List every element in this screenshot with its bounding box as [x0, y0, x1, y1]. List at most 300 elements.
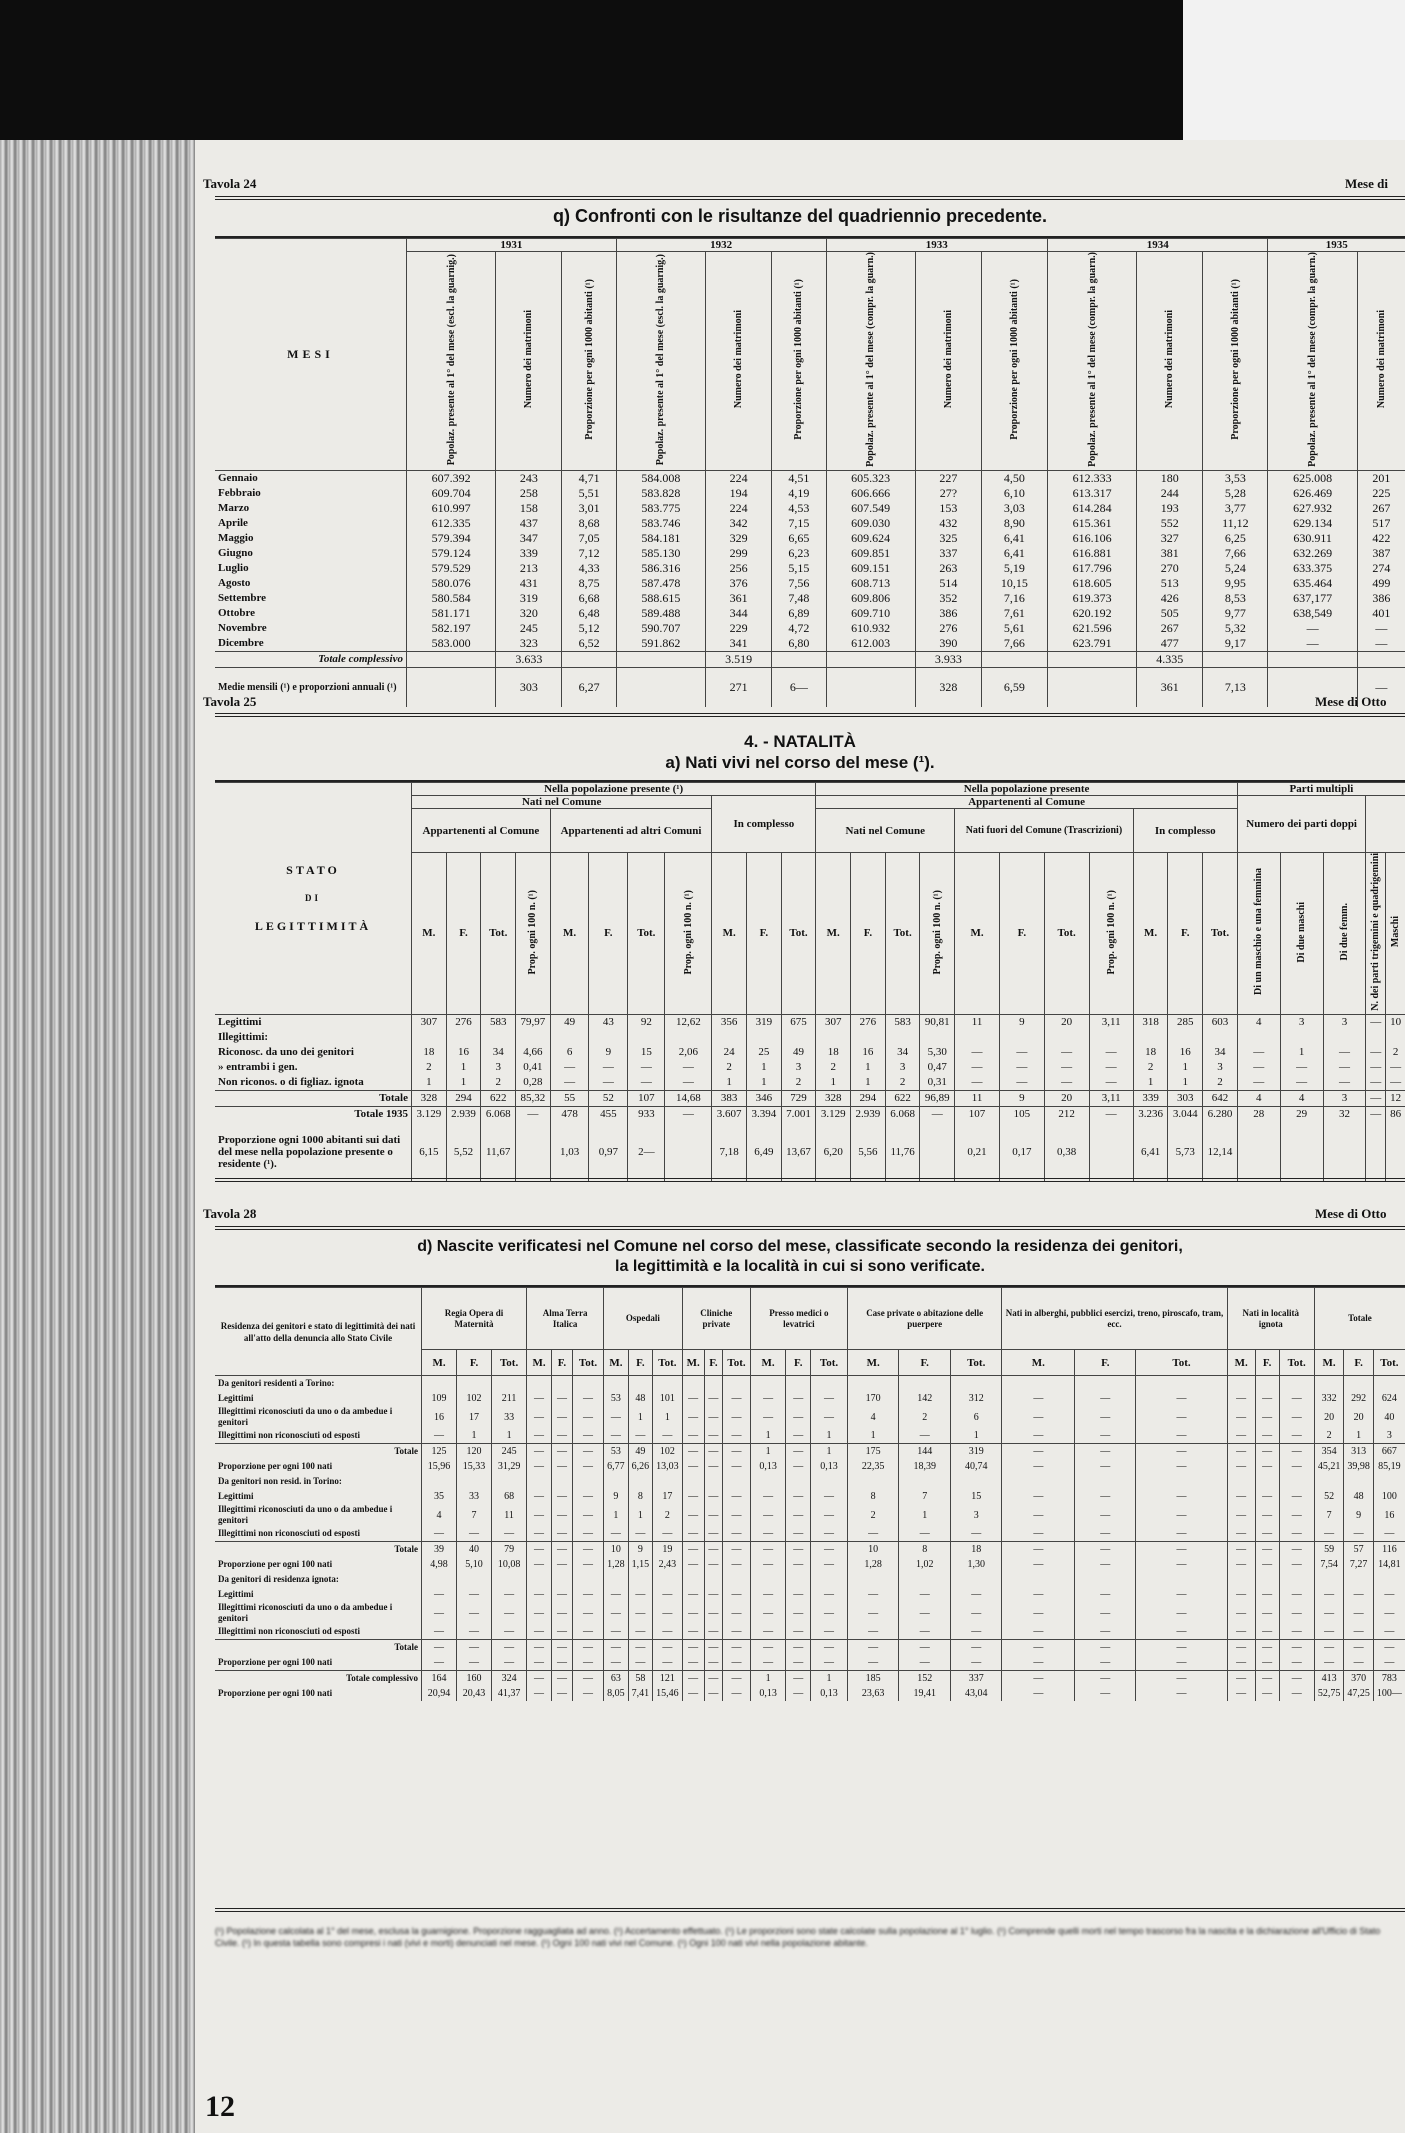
- cell-value: —: [572, 1504, 603, 1526]
- table-row: [215, 470, 1405, 486]
- cell-value: 101: [653, 1391, 683, 1406]
- sub-header-label: Tot.: [489, 927, 508, 940]
- cell-value: 13,03: [653, 1459, 683, 1474]
- cell-value: 609.151: [826, 561, 915, 576]
- cell-value: —: [682, 1655, 704, 1671]
- cell-value: 142: [899, 1391, 951, 1406]
- cell-value: 607.549: [826, 501, 915, 516]
- cell-value: 352: [915, 591, 981, 606]
- cell-value: 40: [457, 1542, 492, 1558]
- location-header: Nati in alberghi, pubblici esercizi, treno, piroscafo, tram, ecc.: [1002, 1288, 1227, 1350]
- sub-header-label: M.: [970, 927, 984, 940]
- cell-value: —: [1344, 1624, 1374, 1640]
- births-location-table: [215, 1287, 1405, 1701]
- cell-value: —: [786, 1526, 811, 1542]
- cell-value: —: [1227, 1391, 1255, 1406]
- cell-value: —: [750, 1640, 786, 1656]
- cell-value: —: [1002, 1428, 1075, 1444]
- cell-value: —: [682, 1624, 704, 1640]
- cell-value: —: [527, 1459, 552, 1474]
- cell-value: —: [1373, 1526, 1405, 1542]
- cell-value: —: [1255, 1391, 1279, 1406]
- cell-value: [1255, 1572, 1279, 1587]
- cell-value: 3.394: [747, 1106, 782, 1122]
- cell-value: —: [786, 1406, 811, 1428]
- table-row: [215, 1624, 1405, 1640]
- cell-value: 422: [1357, 531, 1405, 546]
- cell-value: —: [1255, 1686, 1279, 1701]
- cell-value: 33: [457, 1489, 492, 1504]
- cell-value: 105: [999, 1106, 1044, 1122]
- cell-value: —: [527, 1526, 552, 1542]
- cell-value: [1323, 1122, 1366, 1182]
- cell-value: [492, 1376, 527, 1392]
- cell-value: 19,41: [899, 1686, 951, 1701]
- cell-value: 9,17: [1203, 636, 1268, 652]
- cell-value: 6,68: [562, 591, 616, 606]
- cell-value: 107: [955, 1106, 1000, 1122]
- cell-value: —: [1279, 1391, 1314, 1406]
- sub-header: M.: [527, 1350, 552, 1376]
- cell-value: —: [786, 1671, 811, 1687]
- cell-value: [1279, 1474, 1314, 1489]
- cell-value: 3.633: [496, 651, 562, 667]
- cell-value: —: [572, 1406, 603, 1428]
- cell-value: 609.030: [826, 516, 915, 531]
- cell-value: —: [811, 1587, 848, 1602]
- cell-value: 426: [1137, 591, 1203, 606]
- cell-value: 609.710: [826, 606, 915, 621]
- cell-value: 224: [706, 501, 772, 516]
- cell-value: —: [899, 1655, 951, 1671]
- sub-header: M.: [604, 1350, 629, 1376]
- row-label: Totale 1935: [215, 1106, 412, 1122]
- cell-value: 1: [628, 1406, 653, 1428]
- cell-value: 8: [628, 1489, 653, 1504]
- cell-value: —: [704, 1526, 723, 1542]
- row-label: Proporzione per ogni 100 nati: [218, 1461, 333, 1471]
- sub-header-label: M.: [1144, 927, 1158, 940]
- cell-value: —: [628, 1587, 653, 1602]
- cell-value: —: [811, 1557, 848, 1572]
- cell-value: —: [572, 1489, 603, 1504]
- cell-value: [628, 1474, 653, 1489]
- cell-value: [847, 1376, 899, 1392]
- cell-value: —: [1136, 1406, 1227, 1428]
- cell-value: —: [682, 1602, 704, 1624]
- sub-header: Tot.: [1373, 1350, 1405, 1376]
- cell-value: 5,24: [1203, 561, 1268, 576]
- cell-value: [1255, 1376, 1279, 1392]
- appartenenti-header: Appartenenti al Comune: [816, 796, 1237, 809]
- sub-header: Tot.: [1279, 1350, 1314, 1376]
- cell-value: —: [551, 1542, 572, 1558]
- cell-value: 267: [1357, 501, 1405, 516]
- cell-value: [1366, 1030, 1386, 1045]
- cell-value: —: [1357, 621, 1405, 636]
- cell-value: 96,89: [920, 1090, 955, 1106]
- cell-value: —: [723, 1526, 751, 1542]
- cell-value: 33: [492, 1406, 527, 1428]
- cell-value: 52,75: [1314, 1686, 1344, 1701]
- cell-value: —: [1279, 1406, 1314, 1428]
- cell-value: [1344, 1376, 1374, 1392]
- cell-value: 7,41: [628, 1686, 653, 1701]
- cell-value: 79,97: [516, 1014, 551, 1030]
- cell-value: [899, 1376, 951, 1392]
- cell-value: 3: [1203, 1060, 1238, 1075]
- cell-value: —: [1357, 667, 1405, 707]
- cell-value: 92: [628, 1014, 665, 1030]
- cell-value: 638,549: [1268, 606, 1357, 621]
- cell-value: —: [1323, 1045, 1366, 1060]
- cell-value: [1089, 1122, 1133, 1182]
- cell-value: —: [1366, 1014, 1386, 1030]
- cell-value: —: [1136, 1686, 1227, 1701]
- cell-value: [604, 1572, 629, 1587]
- cell-value: —: [653, 1640, 683, 1656]
- location-header: Ospedali: [604, 1288, 683, 1350]
- cell-value: —: [750, 1602, 786, 1624]
- cell-value: —: [1366, 1075, 1386, 1091]
- cell-value: —: [628, 1640, 653, 1656]
- cell-value: 24: [712, 1045, 747, 1060]
- cell-value: —: [422, 1428, 457, 1444]
- cell-value: —: [1136, 1640, 1227, 1656]
- cell-value: 20: [1314, 1406, 1344, 1428]
- cell-value: 401: [1357, 606, 1405, 621]
- cell-value: —: [847, 1624, 899, 1640]
- cell-value: —: [492, 1655, 527, 1671]
- cell-value: —: [786, 1602, 811, 1624]
- cell-value: [1357, 651, 1405, 667]
- cell-value: [407, 651, 496, 667]
- cell-value: 4: [1237, 1090, 1280, 1106]
- cell-value: —: [527, 1557, 552, 1572]
- col-numero: Numero dei matrimoni: [523, 310, 535, 409]
- cell-value: —: [786, 1542, 811, 1558]
- sub-header: [665, 853, 712, 1015]
- cell-value: —: [704, 1655, 723, 1671]
- cell-value: [682, 1376, 704, 1392]
- cell-value: 8,75: [562, 576, 616, 591]
- cell-value: —: [750, 1504, 786, 1526]
- cell-value: [999, 1030, 1044, 1045]
- cell-value: 616.881: [1047, 546, 1136, 561]
- cell-value: 271: [706, 667, 772, 707]
- col-proporzione: Proporzione per ogni 1000 abitanti (¹): [583, 279, 595, 440]
- cell-value: 1: [492, 1428, 527, 1444]
- sub-header: [1386, 853, 1405, 1015]
- cell-value: —: [551, 1602, 572, 1624]
- table-row: [215, 636, 1405, 652]
- cell-value: 193: [1137, 501, 1203, 516]
- cell-value: —: [1314, 1640, 1344, 1656]
- cell-value: 5,32: [1203, 621, 1268, 636]
- cell-value: 225: [1357, 486, 1405, 501]
- cell-value: 256: [706, 561, 772, 576]
- in-complesso-header: In complesso: [712, 796, 816, 853]
- footnote: (¹) Ogni 100 nati vivi nel Comune.: [541, 1938, 676, 1948]
- cell-value: —: [1373, 1602, 1405, 1624]
- cell-value: 53: [604, 1391, 629, 1406]
- cell-value: [847, 1572, 899, 1587]
- cell-value: 57: [1344, 1542, 1374, 1558]
- cell-value: —: [1002, 1504, 1075, 1526]
- cell-value: 3: [950, 1504, 1002, 1526]
- cell-value: 1: [750, 1444, 786, 1460]
- table-row: [215, 1075, 1405, 1091]
- sub-header: [851, 853, 886, 1015]
- cell-value: [1237, 1122, 1280, 1182]
- cell-value: —: [492, 1526, 527, 1542]
- cell-value: —: [1255, 1489, 1279, 1504]
- cell-value: 6,20: [816, 1122, 851, 1182]
- cell-value: 10,15: [981, 576, 1047, 591]
- month-label: Ottobre: [218, 607, 256, 620]
- table-row: [215, 591, 1405, 606]
- cell-value: 17: [457, 1406, 492, 1428]
- cell-value: 583: [885, 1014, 920, 1030]
- cell-value: 1: [1344, 1428, 1374, 1444]
- sub-header: Tot.: [723, 1350, 751, 1376]
- cell-value: 211: [492, 1391, 527, 1406]
- cell-value: 6,52: [562, 636, 616, 652]
- cell-value: 1: [446, 1060, 481, 1075]
- sub-header: [412, 853, 447, 1015]
- cell-value: 1: [412, 1075, 447, 1091]
- cell-value: 303: [496, 667, 562, 707]
- cell-value: 413: [1314, 1671, 1344, 1687]
- cell-value: —: [572, 1686, 603, 1701]
- cell-value: —: [847, 1587, 899, 1602]
- cell-value: —: [604, 1428, 629, 1444]
- cell-value: 11,12: [1203, 516, 1268, 531]
- cell-value: —: [682, 1526, 704, 1542]
- col-proporzione: Proporzione per ogni 1000 abitanti (¹): [793, 279, 805, 440]
- cell-value: —: [704, 1542, 723, 1558]
- cell-value: 590.707: [616, 621, 705, 636]
- cell-value: 642: [1203, 1090, 1238, 1106]
- sub-header: [1237, 853, 1280, 1015]
- cell-value: 2: [816, 1060, 851, 1075]
- cell-value: 2: [412, 1060, 447, 1075]
- cell-value: —: [516, 1106, 551, 1122]
- cell-value: 586.316: [616, 561, 705, 576]
- cell-value: —: [572, 1602, 603, 1624]
- cell-value: 635.464: [1268, 576, 1357, 591]
- cell-value: [516, 1030, 551, 1045]
- cell-value: 58: [628, 1671, 653, 1687]
- cell-value: 14,81: [1373, 1557, 1405, 1572]
- sub-header-label: Prop. ogni 100 n. (¹): [931, 889, 943, 975]
- cell-value: [551, 1474, 572, 1489]
- cell-value: —: [665, 1075, 712, 1091]
- cell-value: 243: [496, 470, 562, 486]
- cell-value: 622: [885, 1090, 920, 1106]
- cell-value: [1075, 1474, 1136, 1489]
- cell-value: 39,98: [1344, 1459, 1374, 1474]
- cell-value: [723, 1572, 751, 1587]
- cell-value: 581.171: [407, 606, 496, 621]
- cell-value: —: [723, 1406, 751, 1428]
- sub-header-label: Prop. ogni 100 n. (¹): [527, 889, 539, 975]
- cell-value: 7,13: [1203, 667, 1268, 707]
- col-numero: Numero dei matrimoni: [1375, 310, 1387, 409]
- cell-value: [407, 667, 496, 707]
- cell-value: —: [1136, 1428, 1227, 1444]
- cell-value: 20,94: [422, 1686, 457, 1701]
- cell-value: —: [492, 1624, 527, 1640]
- cell-value: —: [527, 1624, 552, 1640]
- sub-header: Tot.: [1136, 1350, 1227, 1376]
- cell-value: 11: [955, 1014, 1000, 1030]
- cell-value: 7,61: [981, 606, 1047, 621]
- cell-value: [457, 1376, 492, 1392]
- cell-value: 499: [1357, 576, 1405, 591]
- cell-value: 6,41: [981, 531, 1047, 546]
- cell-value: 180: [1137, 470, 1203, 486]
- stato-header: [215, 783, 412, 1015]
- cell-value: 0,13: [750, 1459, 786, 1474]
- cell-value: [955, 1030, 1000, 1045]
- cell-value: —: [847, 1640, 899, 1656]
- cell-value: —: [1075, 1406, 1136, 1428]
- cell-value: 320: [496, 606, 562, 621]
- sub-header-label: F.: [759, 927, 769, 940]
- cell-value: —: [572, 1542, 603, 1558]
- cell-value: [1279, 1572, 1314, 1587]
- cell-value: 40: [1373, 1406, 1405, 1428]
- cell-value: [492, 1474, 527, 1489]
- cell-value: —: [572, 1624, 603, 1640]
- cell-value: [1089, 1030, 1133, 1045]
- cell-value: 6,77: [604, 1459, 629, 1474]
- cell-value: [1002, 1474, 1075, 1489]
- cell-value: 20: [1044, 1014, 1089, 1030]
- sub-header: Tot.: [950, 1350, 1002, 1376]
- cell-value: 667: [1373, 1444, 1405, 1460]
- cell-value: —: [604, 1602, 629, 1624]
- cell-value: —: [1136, 1655, 1227, 1671]
- cell-value: [1227, 1376, 1255, 1392]
- cell-value: —: [1089, 1045, 1133, 1060]
- cell-value: 45,21: [1314, 1459, 1344, 1474]
- cell-value: 675: [781, 1014, 816, 1030]
- cell-value: —: [999, 1075, 1044, 1091]
- cell-value: 390: [915, 636, 981, 652]
- cell-value: 3.933: [915, 651, 981, 667]
- year-header: 1932: [616, 239, 826, 252]
- cell-value: —: [422, 1526, 457, 1542]
- cell-value: [616, 667, 705, 707]
- cell-value: —: [1075, 1655, 1136, 1671]
- sub-header: [747, 853, 782, 1015]
- table-row: [215, 1428, 1405, 1444]
- cell-value: 337: [950, 1671, 1002, 1687]
- cell-value: —: [1366, 1106, 1386, 1122]
- cell-value: [1203, 651, 1268, 667]
- cell-value: —: [1002, 1602, 1075, 1624]
- row-label: Totale: [215, 1090, 412, 1106]
- table-row: [215, 1557, 1405, 1572]
- cell-value: 7,66: [981, 636, 1047, 652]
- cell-value: 356: [712, 1014, 747, 1030]
- row-label: Proporzione per ogni 100 nati: [218, 1559, 333, 1569]
- cell-value: —: [811, 1391, 848, 1406]
- cell-value: 580.076: [407, 576, 496, 591]
- cell-value: 0,41: [516, 1060, 551, 1075]
- table-row: [215, 1406, 1405, 1428]
- cell-value: [527, 1572, 552, 1587]
- cell-value: —: [704, 1587, 723, 1602]
- cell-value: —: [955, 1045, 1000, 1060]
- cell-value: 387: [1357, 546, 1405, 561]
- cell-value: 7: [1314, 1504, 1344, 1526]
- cell-value: [1314, 1376, 1344, 1392]
- table-label-24: Tavola 24: [203, 176, 257, 191]
- cell-value: 10: [1386, 1014, 1405, 1030]
- cell-value: 121: [653, 1671, 683, 1687]
- cell-value: 68: [492, 1489, 527, 1504]
- births-table: [215, 782, 1405, 1182]
- row-label: Legittimi: [218, 1016, 262, 1029]
- cell-value: 7.001: [781, 1106, 816, 1122]
- sub-header-label: N. dei parti trigemini e quadrigemini: [1370, 853, 1382, 1011]
- table-28-title-1: d) Nascite verificatesi nel Comune nel corso del mese, classificate secondo la residenza dei genitori,: [417, 1238, 1183, 1255]
- cell-value: —: [1279, 1686, 1314, 1701]
- cell-value: —: [1227, 1624, 1255, 1640]
- cell-value: —: [604, 1587, 629, 1602]
- cell-value: [1075, 1572, 1136, 1587]
- cell-value: —: [682, 1489, 704, 1504]
- cell-value: —: [550, 1060, 589, 1075]
- cell-value: [811, 1376, 848, 1392]
- sub-header-label: F.: [863, 927, 873, 940]
- rule-24-bottom: [215, 713, 1405, 717]
- row-label: Proporzione per ogni 100 nati: [218, 1657, 333, 1667]
- cell-value: 6: [950, 1406, 1002, 1428]
- cell-value: 623.791: [1047, 636, 1136, 652]
- row-label: Illegittimi riconosciuti da uno o da ambedue i genitori: [218, 1504, 393, 1525]
- cell-value: 3.519: [706, 651, 772, 667]
- cell-value: —: [950, 1602, 1002, 1624]
- month-label: Dicembre: [218, 637, 264, 650]
- cell-value: 6,27: [562, 667, 616, 707]
- cell-value: [750, 1474, 786, 1489]
- cell-value: —: [704, 1640, 723, 1656]
- cell-value: 455: [589, 1106, 628, 1122]
- cell-value: 6,25: [1203, 531, 1268, 546]
- cell-value: 294: [446, 1090, 481, 1106]
- cell-value: 583.828: [616, 486, 705, 501]
- cell-value: 629.134: [1268, 516, 1357, 531]
- cell-value: 10: [847, 1542, 899, 1558]
- cell-value: —: [1136, 1391, 1227, 1406]
- row-label: Riconosc. da uno dei genitori: [218, 1046, 354, 1059]
- cell-value: —: [1136, 1459, 1227, 1474]
- cell-value: —: [950, 1640, 1002, 1656]
- sub-header-label: Prop. ogni 100 n. (¹): [682, 889, 694, 975]
- cell-value: 0,38: [1044, 1122, 1089, 1182]
- cell-value: 224: [706, 470, 772, 486]
- cell-value: 313: [1344, 1444, 1374, 1460]
- cell-value: 303: [1168, 1090, 1203, 1106]
- cell-value: —: [457, 1526, 492, 1542]
- cell-value: 41,37: [492, 1686, 527, 1701]
- cell-value: —: [1237, 1060, 1280, 1075]
- sub-header: [1280, 853, 1323, 1015]
